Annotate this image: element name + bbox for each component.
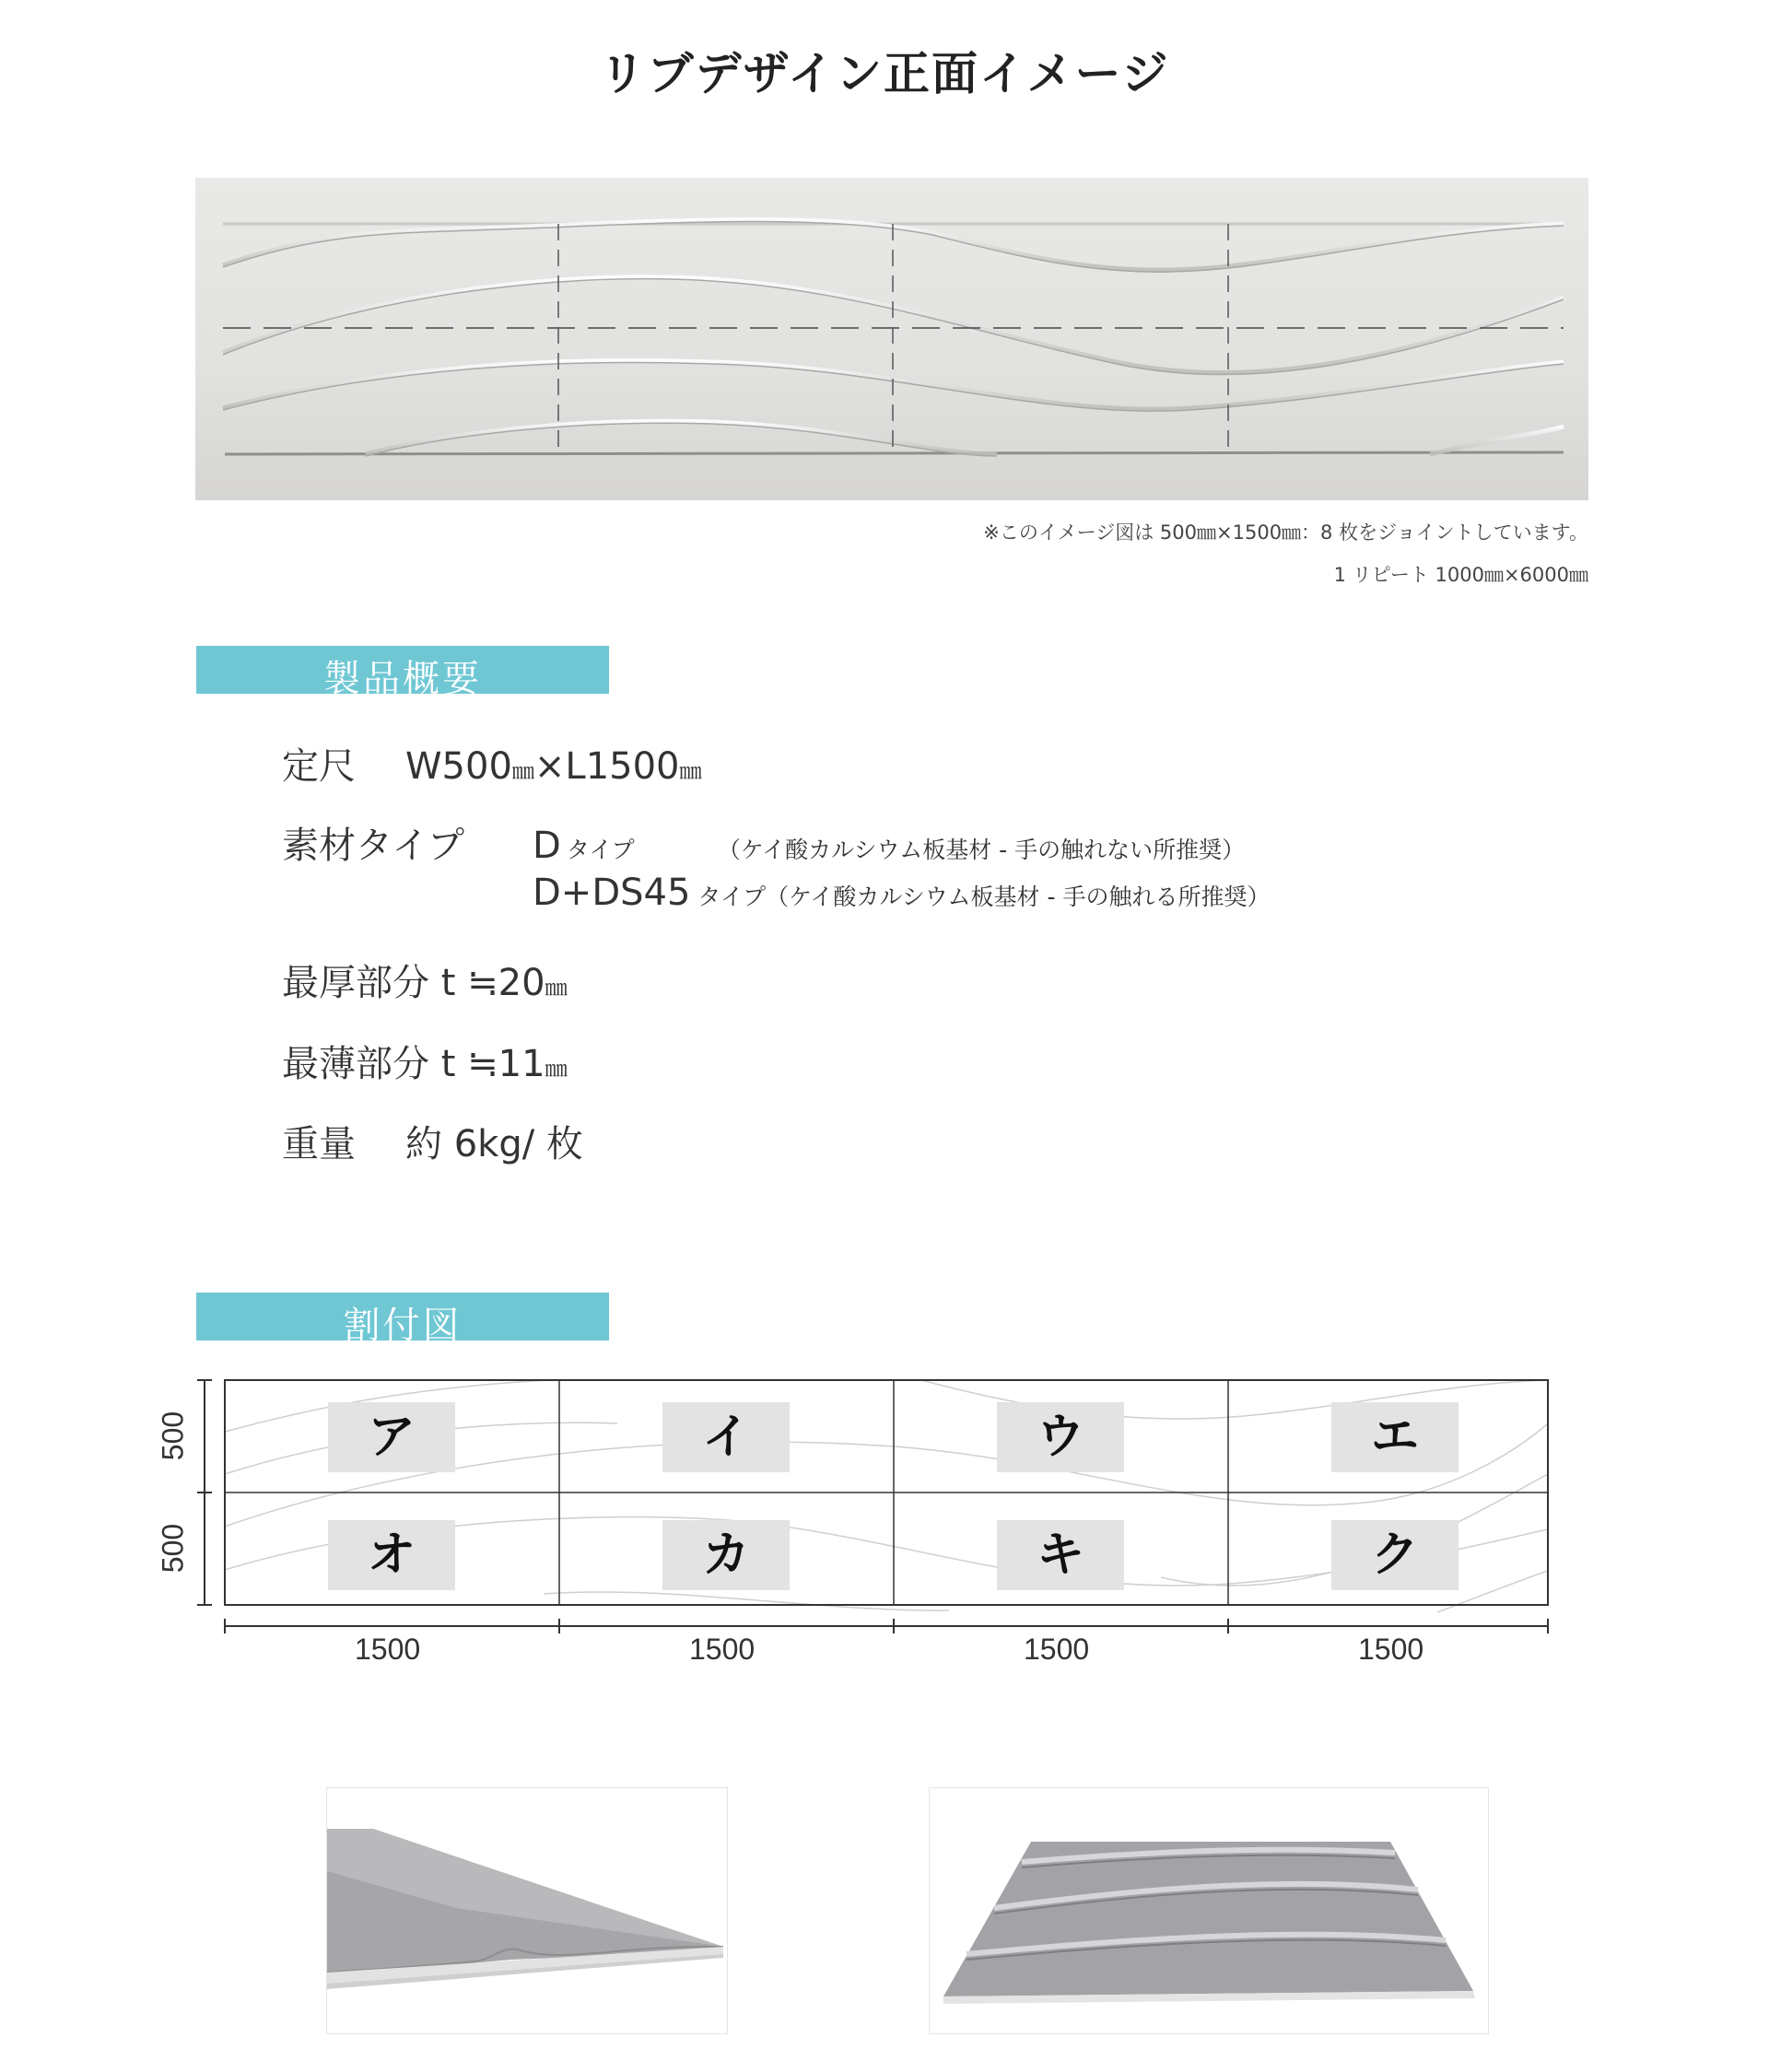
- rib-design-front-image: [195, 178, 1588, 500]
- panel-label-ki: キ: [997, 1520, 1124, 1590]
- section-title: 製品概要: [323, 658, 482, 700]
- panel-label-ku: ク: [1331, 1520, 1459, 1590]
- spec-label: 最薄部分 t ≒11: [282, 1043, 545, 1085]
- panel-perspective-render: [929, 1787, 1489, 2034]
- section-header-overview: [196, 646, 609, 700]
- spec-label: 定尺: [282, 745, 356, 788]
- material-note-d: （ケイ酸カルシウム板基材 - 手の触れない所推奨）: [717, 837, 1246, 863]
- panel-side-render: [326, 1787, 728, 2034]
- material-type-d-ds45: D+DS45: [533, 872, 691, 914]
- height-dimension-bottom: 500: [156, 1523, 190, 1574]
- spec-label: 最厚部分 t ≒20: [282, 962, 545, 1004]
- section-title: 割付図: [343, 1305, 463, 1347]
- hero-note-repeat: 1 リピート 1000㎜×6000㎜: [1333, 564, 1588, 586]
- spec-width: W500: [405, 745, 512, 788]
- panel-label-a: ア: [328, 1402, 455, 1472]
- hero-note-joint: ※このイメージ図は 500㎜×1500㎜：8 枚をジョイントしています。: [983, 521, 1588, 544]
- section-header-layout: [196, 1293, 609, 1347]
- panel-edge-illustration: [327, 1788, 727, 2033]
- width-dimension-3: 1500: [1024, 1633, 1090, 1666]
- panel-3d-illustration: [930, 1788, 1488, 2033]
- unit-mm: ㎜: [545, 1056, 568, 1082]
- material-note-d-ds45: （ケイ酸カルシウム板基材 - 手の触れる所推奨）: [766, 884, 1271, 910]
- type-suffix: タイプ: [697, 884, 767, 910]
- weight-value: 約 6kg/ 枚: [405, 1123, 583, 1165]
- unit-mm: ㎜: [545, 975, 568, 1001]
- unit-mm: ㎜: [679, 758, 702, 784]
- width-dimension-2: 1500: [689, 1633, 756, 1666]
- spec-row-size: [282, 737, 702, 790]
- panel-label-ka: カ: [662, 1520, 790, 1590]
- spec-row-thinnest: [282, 1035, 568, 1087]
- panel-label-e: エ: [1331, 1402, 1459, 1472]
- panel-label-u: ウ: [997, 1402, 1124, 1472]
- width-dimension-4: 1500: [1358, 1633, 1424, 1666]
- panel-label-o: オ: [328, 1520, 455, 1590]
- spec-row-weight: [282, 1115, 583, 1167]
- panel-label-i: イ: [662, 1402, 790, 1472]
- spec-label: 重量: [282, 1123, 356, 1165]
- unit-mm: ㎜: [511, 758, 534, 784]
- panel-layout-diagram: [157, 1373, 1576, 1677]
- times-sign: ×: [533, 745, 566, 788]
- wave-panel-illustration: [195, 178, 1588, 500]
- spec-row-material-2: [533, 872, 1270, 914]
- spec-label: 素材タイプ: [282, 825, 464, 867]
- spec-length: L1500: [565, 745, 680, 788]
- material-type-d: D: [533, 825, 561, 867]
- height-dimension-top: 500: [156, 1411, 190, 1461]
- spec-row-material: [282, 816, 1245, 869]
- page-title: リブデザイン正面イメージ: [599, 47, 1170, 100]
- spec-row-thickest: [282, 954, 568, 1006]
- width-dimension-1: 1500: [355, 1633, 421, 1666]
- type-suffix: タイプ: [566, 837, 635, 863]
